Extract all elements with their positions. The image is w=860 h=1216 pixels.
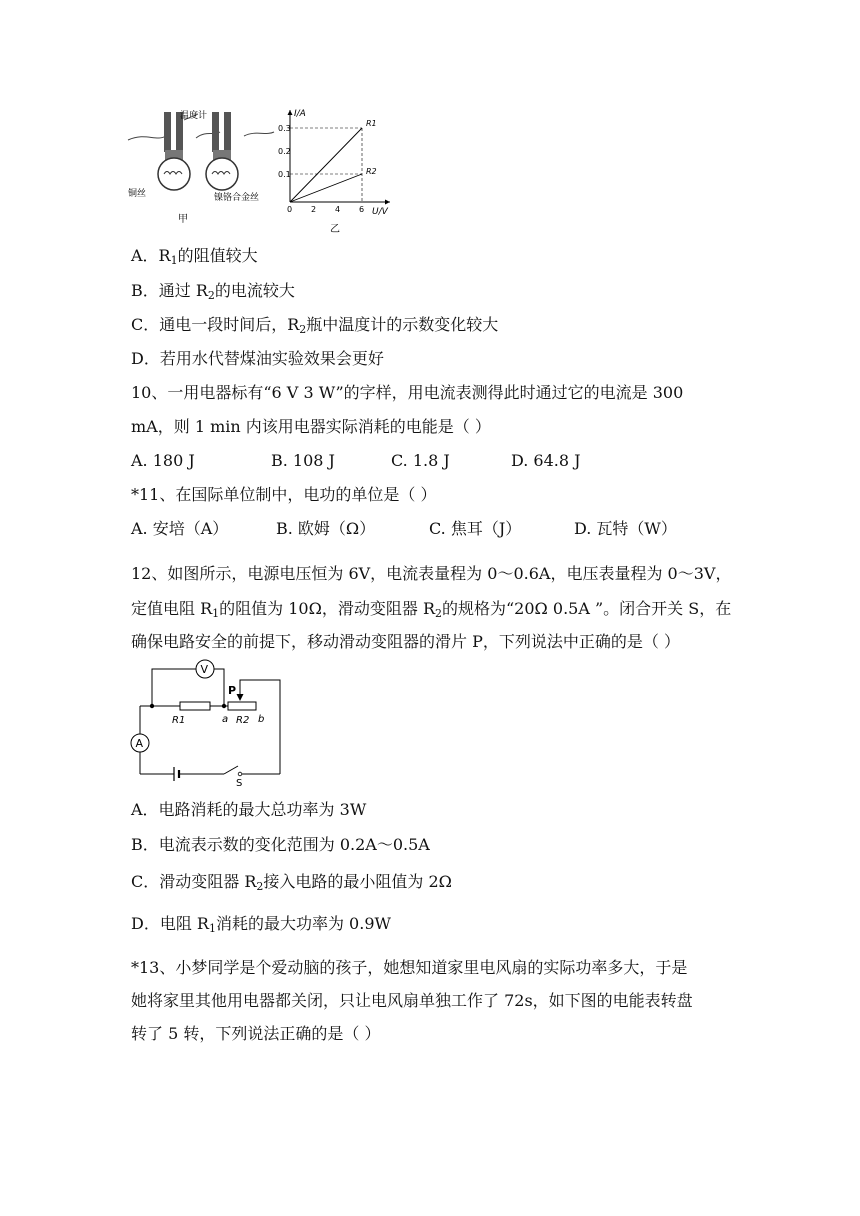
q9-b-text-end: 的电流较大 xyxy=(214,281,295,300)
q12-c-text: C．滑动变阻器 R xyxy=(131,872,257,891)
voltmeter-label: V xyxy=(200,663,209,676)
q9-c-text: C．通电一段时间后，R xyxy=(131,315,300,334)
q12-option-b: B．电流表示数的变化范围为 0.2A～0.5A xyxy=(131,835,430,854)
copper-label: 铜丝 xyxy=(128,189,147,199)
q11-option-d: D. 瓦特（W） xyxy=(574,519,677,538)
q10-option-c: C. 1.8 J xyxy=(391,451,450,470)
q12-line2-mid: 的阻值为 10Ω，滑动变阻器 R xyxy=(219,599,435,618)
q12-c-sub: 2 xyxy=(256,880,264,893)
x-tick: 4 xyxy=(335,205,341,214)
x-tick: 6 xyxy=(359,205,365,214)
q9-c-text-end: 瓶中温度计的示数变化较大 xyxy=(306,315,499,334)
q12-option-c xyxy=(131,872,452,897)
q12-c-text-end: 接入电路的最小阻值为 2Ω xyxy=(263,872,452,891)
q10-stem-line2: mA，则 1 min 内该用电器实际消耗的电能是（ ） xyxy=(131,417,491,436)
y-tick: 0.1 xyxy=(278,170,291,179)
nichrome-label: 镍铬合金丝 xyxy=(214,193,260,203)
switch-icon xyxy=(224,766,238,774)
resistor-r1-icon xyxy=(180,702,210,710)
switch-s-label: S xyxy=(236,778,243,786)
q12-d-text: D．电阻 R xyxy=(131,914,209,933)
caption-jia: 甲 xyxy=(178,214,188,225)
q9-a-text-end: 的阻值较大 xyxy=(177,246,258,265)
q12-option-d xyxy=(131,914,391,939)
r2-label: R2 xyxy=(236,715,250,726)
flask-apparatus-figure xyxy=(126,102,276,232)
q10-stem-line1: 10、一用电器标有“6 V 3 W”的字样，用电流表测得此时通过它的电流是 300 xyxy=(131,383,684,402)
q11-option-a: A. 安培（A） xyxy=(131,519,229,538)
q12-stem-line3: 确保电路安全的前提下，移动滑动变阻器的滑片 P，下列说法中正确的是（ ） xyxy=(131,632,680,651)
q9-b-text: B．通过 R xyxy=(131,281,208,300)
q10-option-a: A. 180 J xyxy=(131,451,195,470)
y-axis-label: I/A xyxy=(294,109,306,119)
terminal-b-label: b xyxy=(258,714,265,725)
q13-stem-line2: 她将家里其他用电器都关闭，只让电风扇单独工作了 72s，如下图的电能表转盘 xyxy=(131,991,693,1010)
voltmeter-icon xyxy=(196,660,214,678)
q12-stem-line1: 12、如图所示，电源电压恒为 6V，电流表量程为 0～0.6A，电压表量程为 0～3V， xyxy=(131,564,732,583)
x-axis-label: U/V xyxy=(372,207,388,217)
circuit-diagram xyxy=(128,656,288,786)
x-tick: 0 xyxy=(287,205,293,214)
q12-d-sub: 1 xyxy=(208,922,216,935)
slider-arrow-icon xyxy=(237,694,244,701)
q9-option-c xyxy=(131,315,498,340)
ammeter-label: A xyxy=(135,737,144,750)
x-tick: 2 xyxy=(311,205,317,214)
q9-option-d: D．若用水代替煤油实验效果会更好 xyxy=(131,349,384,368)
q9-option-b xyxy=(131,281,295,306)
q12-line2-text: 定值电阻 R xyxy=(131,599,213,618)
q13-stem-line1: *13、小梦同学是个爱动脑的孩子，她想知道家里电风扇的实际功率多大，于是 xyxy=(131,958,688,977)
q12-line2-sub2: 2 xyxy=(435,607,442,620)
q9-c-sub: 2 xyxy=(299,323,307,336)
ammeter-icon xyxy=(131,734,149,752)
r1-label: R1 xyxy=(172,715,186,726)
q11-options xyxy=(131,519,677,539)
q9-b-sub: 2 xyxy=(207,289,215,302)
q9-a-text: A．R xyxy=(131,246,171,265)
q13-stem-line3: 转了 5 转，下列说法正确的是（ ） xyxy=(131,1024,381,1043)
y-tick: 0.3 xyxy=(278,124,291,133)
q10-option-d: D. 64.8 J xyxy=(511,451,581,470)
iu-graph-figure xyxy=(278,104,398,238)
q11-option-c: C. 焦耳（J） xyxy=(429,519,522,538)
q11-stem: *11、在国际单位制中，电功的单位是（ ） xyxy=(131,485,437,504)
q12-line2-sub1: 1 xyxy=(212,607,220,620)
q12-option-a: A．电路消耗的最大总功率为 3W xyxy=(131,800,367,819)
slider-p-label: P xyxy=(228,684,237,697)
nichrome-flask-icon xyxy=(206,112,238,190)
q11-option-b: B. 欧姆（Ω） xyxy=(276,519,376,538)
q10-options xyxy=(131,451,581,471)
q10-option-b: B. 108 J xyxy=(271,451,335,470)
q9-a-sub: 1 xyxy=(170,254,178,267)
copper-flask-icon xyxy=(158,112,190,190)
r2-line-label: R2 xyxy=(366,167,377,176)
thermometer-label: 温度计 xyxy=(180,111,208,121)
caption-yi: 乙 xyxy=(330,224,340,235)
q12-d-text-end: 消耗的最大功率为 0.9W xyxy=(215,914,391,933)
r1-line-label: R1 xyxy=(366,119,377,128)
q12-line2-end: 的规格为“20Ω 0.5A ”。闭合开关 S，在 xyxy=(442,599,732,618)
terminal-a-label: a xyxy=(222,714,229,725)
y-tick: 0.2 xyxy=(278,147,291,156)
rheostat-r2-icon xyxy=(228,702,256,710)
q12-stem-line2 xyxy=(131,599,731,624)
q9-option-a xyxy=(131,246,258,271)
